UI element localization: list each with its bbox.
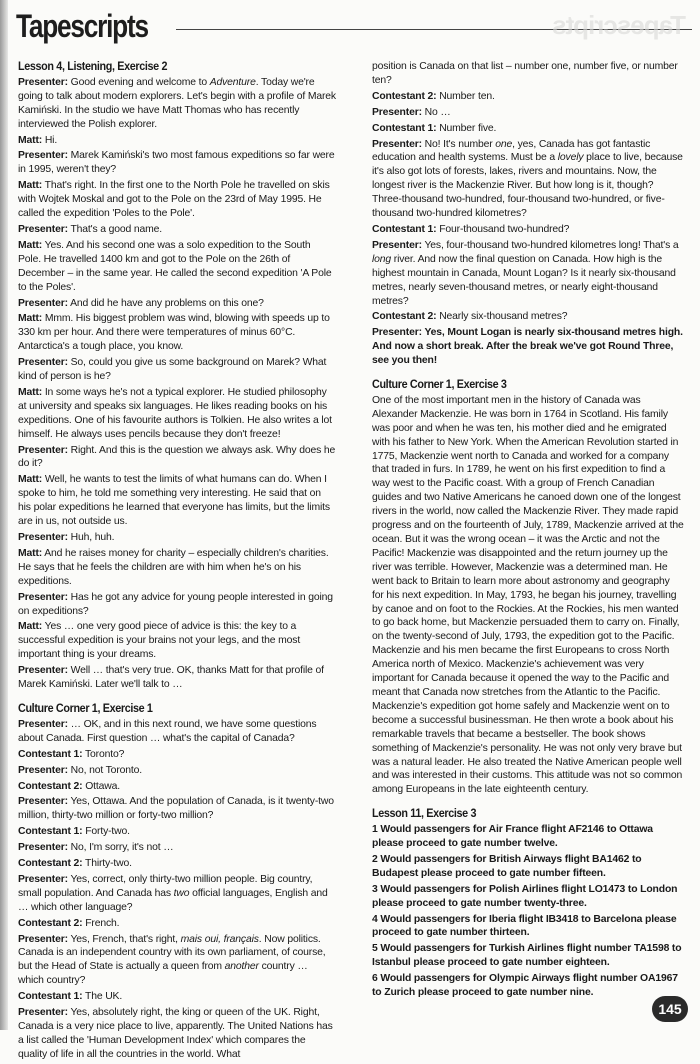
dialogue-line: Matt: Hi. xyxy=(18,134,58,146)
section-heading: Culture Corner 1, Exercise 1 xyxy=(18,700,153,715)
dialogue-line: Contestant 1: Number five. xyxy=(372,122,497,134)
flight-announcement: 6 Would passengers for Olympic Airways flight number OA1967 to Zurich please proceed to gate number nine. xyxy=(372,973,678,999)
dialogue-line: Presenter: No! It's number one, yes, Canada has got fantastic education and health systems. Must be a lovely place to live, because it's also got lots of forests, lakes, rivers and mountains. Now, the longest river is the Mackenzie River. But how long is it, though? Three-thousand two-hundred, four-thousand two-hundred, or five-thousand two-hundred kilometres? xyxy=(372,138,683,220)
dialogue-line: Presenter: And did he have any problems on this one? xyxy=(18,297,264,309)
page-number-badge: 145 xyxy=(652,996,688,1022)
dialogue-line: Matt: Yes … one very good piece of advice is this: the key to a successful expedition is your brains not your legs, and the most important thing is your dreams. xyxy=(18,621,301,661)
dialogue-line: Contestant 2: Thirty-two. xyxy=(18,858,132,870)
dialogue-line: Matt: Well, he wants to test the limits of what humans can do. When I spoke to him, he told me something very interesting. He said that on his polar expeditions he learned that everyone has limits, but the limits are in us, not outside us. xyxy=(18,474,330,528)
dialogue-line: Presenter: That's a good name. xyxy=(18,223,163,235)
section-heading: Lesson 4, Listening, Exercise 2 xyxy=(18,59,168,73)
dialogue-line: Presenter: Yes, four-thousand two-hundred kilometres long! That's a long river. And now the final question on Canada. How high is the highest mountain in Canada, Mount Logan? Is it nearly six-thousand metres, nearly seven-thousand metres, or nearly eight-thousand metres? xyxy=(372,239,679,307)
dialogue-line: Presenter: Yes, Ottawa. And the population of Canada, is it twenty-two million, thirty-two million or forty-two million? xyxy=(18,796,334,822)
dialogue-line: Presenter: Yes, correct, only thirty-two million people. Big country, small population. And Canada has two official languages, English and … which other language? xyxy=(18,873,328,913)
dialogue-line: Matt: And he raises money for charity – especially children's charities. He says that he feels the children are with him when he's on his expeditions. xyxy=(18,547,329,587)
dialogue-line: Matt: Mmm. His biggest problem was wind, blowing with speeds up to 330 km per hour. And there were temperatures of minus 60°C. Antarctica's a tough place, you know. xyxy=(18,313,330,353)
flight-announcement: 1 Would passengers for Air France flight AF2146 to Ottawa please proceed to gate number twelve. xyxy=(372,824,653,850)
binding-shadow xyxy=(0,0,8,1030)
right-column xyxy=(372,60,684,1002)
dialogue-line: Presenter: Right. And this is the question we always ask. Why does he do it? xyxy=(18,444,336,470)
dialogue-line: position is Canada on that list – number one, number five, or number ten? xyxy=(372,61,678,86)
dialogue-line: Contestant 1: Toronto? xyxy=(18,748,125,760)
flight-announcement: 4 Would passengers for Iberia flight IB3418 to Barcelona please proceed to gate number thirteen. xyxy=(372,913,677,939)
dialogue-line: Presenter: … OK, and in this next round, we have some questions about Canada. First question … what's the capital of Canada? xyxy=(18,718,317,744)
dialogue-line: Contestant 2: Nearly six-thousand metres? xyxy=(372,311,568,323)
dialogue-line: Contestant 1: Four-thousand two-hundred? xyxy=(372,223,570,235)
flight-announcement: 2 Would passengers for British Airways flight BA1462 to Budapest please proceed to gate number fifteen. xyxy=(372,853,642,879)
dialogue-line: Matt: In some ways he's not a typical explorer. He studied philosophy at university and speaks six languages. He likes reading books on his expeditions. One of his favourite authors is Tolkien. He also writes a lot himself. He always uses pencils because they don't freeze! xyxy=(18,386,332,440)
dialogue-line: Presenter: Yes, Mount Logan is nearly six-thousand metres high. And now a short break. After the break we've got Round Three, see you then! xyxy=(372,327,683,367)
dialogue-line: Presenter: No, not Toronto. xyxy=(18,764,142,776)
bleed-through-title: Tapescripts xyxy=(552,10,686,40)
narrative-paragraph: One of the most important men in the history of Canada was Alexander Mackenzie. He was born in 1764 in Scotland. His family was poor and when he was ten, his mother died and he emigrated with his father to New York. When the American Revolution started in 1775, Mackenzie went north to Canada and worked for a company that traded in furs. In 1789, he went on his first expedition to find a way west to the Pacific coast. With a group of French Canadian guides and two Native Americans he canoed down one of the longest rivers in the world, now called the Mackenzie River. They made rapid progress and on the fourteenth of July, 1789, Mackenzie arrived at the ocean. But it was the wrong ocean – it was the Arctic and not the Pacific! Mackenzie was disappointed and the return journey up the river was terrible. However, Mackenzie was a determined man. He went back to Britain to learn more about astronomy and geography for his next expedition. In May, 1793, he began his journey, travelling by canoe and on foot to the Rockies. At the Rockies, his men wanted to go back home, but Mackenzie persuaded them to carry on. Finally, on the twenty-second of July, 1793, the expedition got to the Pacific. Mackenzie and his men became the first Europeans to cross North America north of Mexico. Mackenzie's achievement was very important for Canada because it opened the way to the Pacific and meant that Canada now stretches from the Atlantic to the Pacific. Mackenzie's expedition got home safely and Mackenzie went on to become a successful businessman. He then wrote a book about his remarkable travels that became a bestseller. The book shows something of Mackenzie's personality. He was not only very brave but was a natural leader. He also treated the Native American people well and was interested in their customs. This attitude was not so common among Europeans in the late eighteenth century. xyxy=(372,394,684,796)
dialogue-line: Contestant 2: Ottawa. xyxy=(18,780,120,792)
dialogue-line: Presenter: No, I'm sorry, it's not … xyxy=(18,842,174,854)
dialogue-line: Contestant 1: The UK. xyxy=(18,991,123,1003)
dialogue-line: Contestant 2: French. xyxy=(18,917,120,929)
dialogue-line: Presenter: Has he got any advice for young people interested in going on expeditions? xyxy=(18,591,333,617)
dialogue-line: Matt: Yes. And his second one was a solo expedition to the South Pole. He travelled 1400 km and got to the Pole on the 26th of December – in the same year. He called the second expedition 'A Pole to the Poles'. xyxy=(18,239,332,293)
left-column xyxy=(18,60,336,1064)
flight-announcement: 5 Would passengers for Turkish Airlines flight number TA1598 to Istanbul please proceed to gate number eighteen. xyxy=(372,943,682,969)
dialogue-line: Contestant 2: Number ten. xyxy=(372,90,495,102)
dialogue-line: Contestant 1: Forty-two. xyxy=(18,826,130,838)
flight-announcement: 3 Would passengers for Polish Airlines flight LO1473 to London please proceed to gate number twenty-three. xyxy=(372,883,678,909)
dialogue-line: Matt: That's right. In the first one to the North Pole he travelled on skis with Wojtek Moskal and got to the Pole on the 23rd of May 1995. He called the expedition 'Poles to the Pole'. xyxy=(18,180,330,220)
dialogue-line: Presenter: Yes, absolutely right, the king or queen of the UK. Right, Canada is a very nice place to live, apparently. The United Nations has a list called the 'Human Development Index' which compares the quality of life in all the countries in the world. What xyxy=(18,1007,333,1060)
dialogue-line: Presenter: Yes, French, that's right, mais oui, français. Now politics. Canada is an independent country with its own parliament, of course, but the Head of State is actually a queen from another country … which country? xyxy=(18,933,326,987)
page-title: Tapescripts xyxy=(16,8,148,44)
dialogue-line: Presenter: Huh, huh. xyxy=(18,532,115,543)
section-heading: Lesson 11, Exercise 3 xyxy=(372,806,477,821)
dialogue-line: Presenter: Well … that's very true. OK, thanks Matt for that profile of Marek Kamiński. Later we'll talk to … xyxy=(18,665,324,691)
dialogue-line: Presenter: So, could you give us some background on Marek? What kind of person is he? xyxy=(18,357,327,383)
dialogue-line: Presenter: Marek Kamiński's two most famous expeditions so far were in 1995, weren't they? xyxy=(18,150,335,176)
dialogue-line: Presenter: Good evening and welcome to Adventure. Today we're going to talk about modern explorers. Let's begin with a profile of Marek Kamiński. In the studio we have Matt Thomas who has recently interviewed the Polish explorer. xyxy=(18,76,336,130)
section-heading: Culture Corner 1, Exercise 3 xyxy=(372,377,507,392)
dialogue-line: Presenter: No … xyxy=(372,106,451,118)
